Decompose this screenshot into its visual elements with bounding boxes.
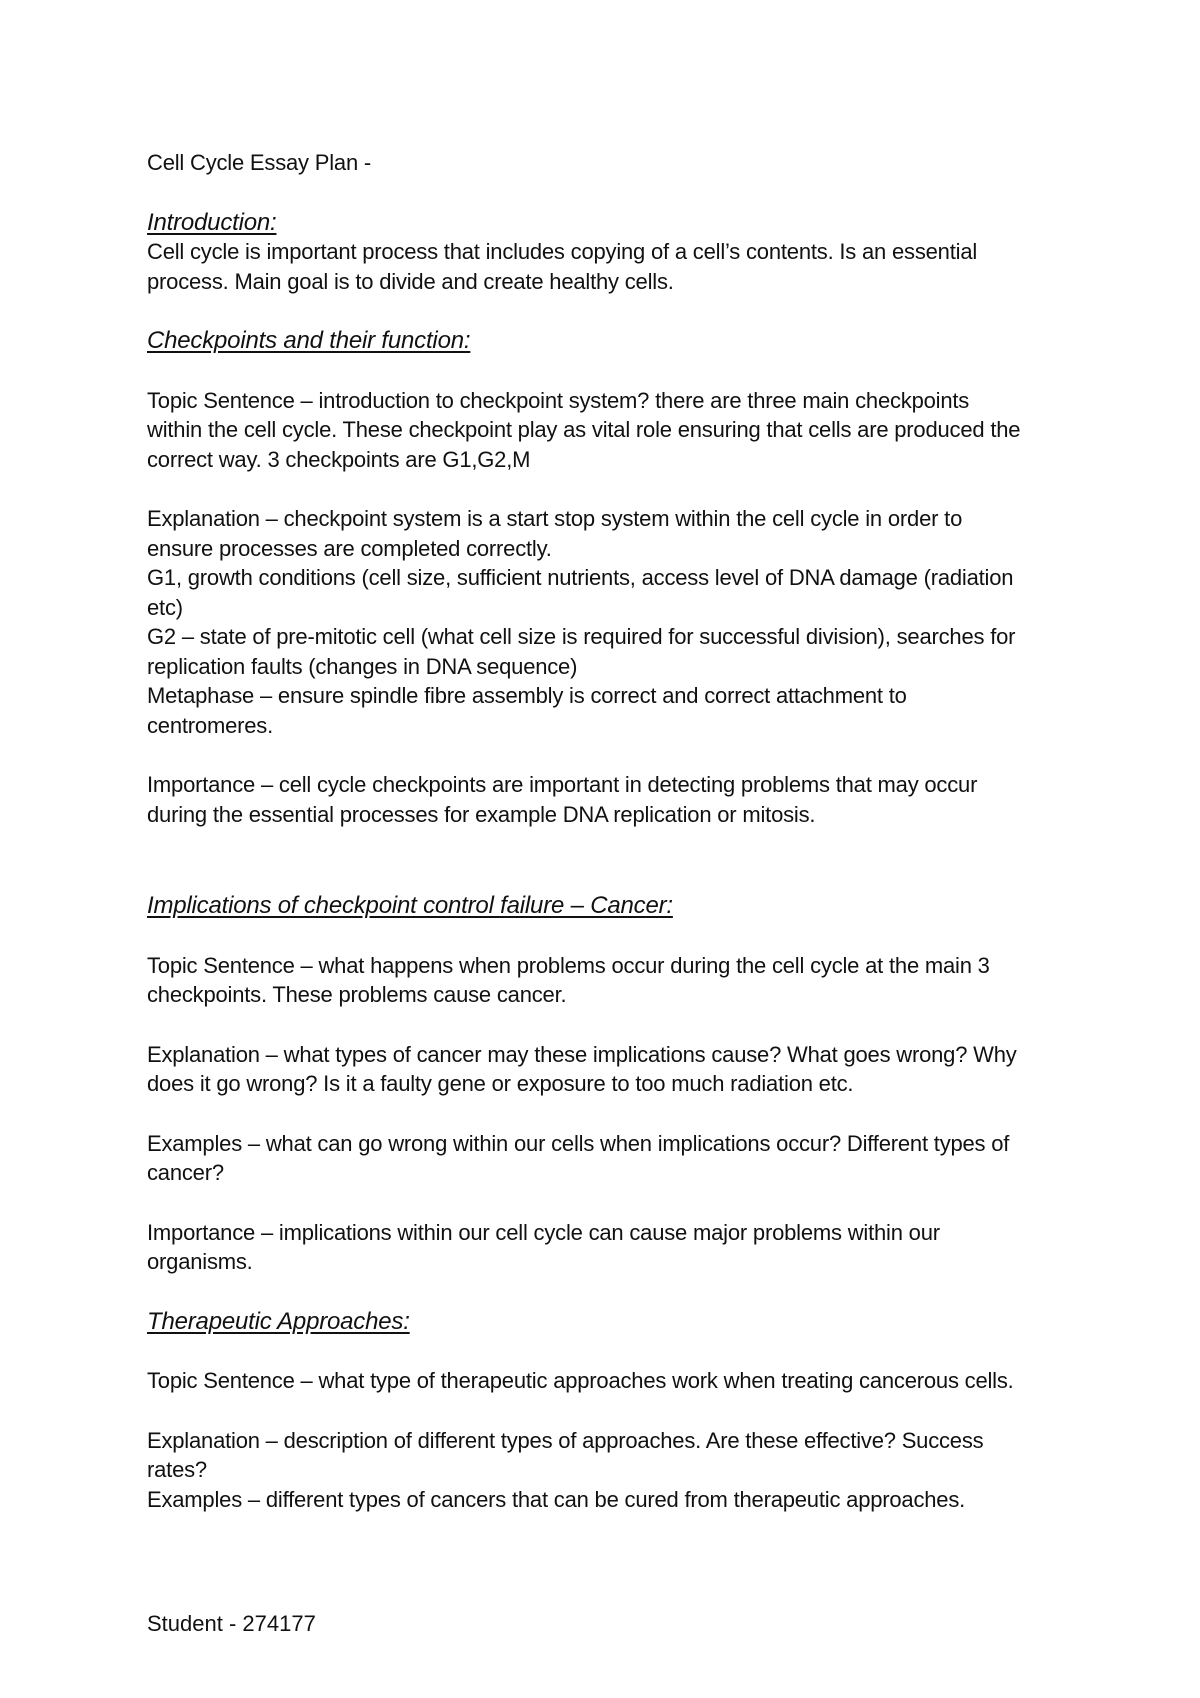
implications-topic-paragraph: [147, 951, 1077, 1010]
document-title: Cell Cycle Essay Plan -: [147, 150, 372, 175]
text-line: rates?: [147, 1457, 207, 1482]
introduction-heading: Introduction:: [147, 208, 277, 236]
checkpoints-explanation-paragraph: [147, 504, 1077, 740]
text-line: during the essential processes for example DNA replication or mitosis.: [147, 801, 816, 827]
checkpoints-importance-paragraph: [147, 770, 1077, 829]
text-line: Importance – cell cycle checkpoints are important in detecting problems that may occur: [147, 772, 978, 797]
text-line: correct way. 3 checkpoints are G1,G2,M: [147, 446, 531, 472]
text-line: Examples – what can go wrong within our cells when implications occur? Different types of: [147, 1130, 1010, 1156]
text-line: checkpoints. These problems cause cancer.: [147, 982, 567, 1007]
therapeutic-explanation-paragraph: [147, 1426, 1077, 1515]
text-line: Explanation – description of different types of approaches. Are these effective? Success: [147, 1427, 984, 1453]
text-line: Importance – implications within our cell cycle can cause major problems within our: [147, 1219, 940, 1245]
text-line: Topic Sentence – what type of therapeutic approaches work when treating cancerous cells.: [147, 1368, 1014, 1393]
text-line: centromeres.: [147, 712, 273, 738]
text-line: replication faults (changes in DNA sequence): [147, 653, 578, 679]
text-line: Examples – different types of cancers that can be cured from therapeutic approaches.: [147, 1486, 966, 1512]
text-line: G2 – state of pre-mitotic cell (what cell size is required for successful division), searches for: [147, 624, 1016, 649]
text-line: within the cell cycle. These checkpoint play as vital role ensuring that cells are produced the: [147, 417, 1021, 442]
text-line: etc): [147, 594, 183, 620]
text-line: Topic Sentence – what happens when problems occur during the cell cycle at the main 3: [147, 952, 990, 978]
text-line: does it go wrong? Is it a faulty gene or exposure to too much radiation etc.: [147, 1071, 854, 1096]
text-line: Cell cycle is important process that includes copying of a cell’s contents. Is an essential: [147, 239, 978, 264]
implications-explanation-paragraph: [147, 1040, 1077, 1099]
text-line: Explanation – checkpoint system is a start stop system within the cell cycle in order to: [147, 506, 963, 531]
implications-importance-paragraph: [147, 1218, 1077, 1277]
text-line: G1, growth conditions (cell size, sufficient nutrients, access level of DNA damage (radiation: [147, 565, 1014, 590]
introduction-paragraph: [147, 237, 1077, 296]
checkpoints-heading: Checkpoints and their function:: [147, 327, 471, 354]
text-line: Explanation – what types of cancer may these implications cause? What goes wrong? Why: [147, 1041, 1017, 1067]
text-line: Metaphase – ensure spindle fibre assembly is correct and correct attachment to: [147, 683, 907, 708]
implications-heading: Implications of checkpoint control failure – Cancer:: [147, 892, 673, 919]
therapeutic-heading: Therapeutic Approaches:: [147, 1307, 410, 1335]
checkpoints-topic-paragraph: [147, 386, 1077, 475]
document-body: [147, 148, 1077, 1514]
text-line: organisms.: [147, 1249, 253, 1274]
text-line: cancer?: [147, 1160, 224, 1185]
student-footer: Student - 274177: [147, 1611, 316, 1636]
therapeutic-topic-paragraph: [147, 1366, 1077, 1396]
text-line: Topic Sentence – introduction to checkpoint system? there are three main checkpoints: [147, 387, 970, 413]
implications-examples-paragraph: [147, 1129, 1077, 1188]
text-line: ensure processes are completed correctly.: [147, 535, 552, 561]
text-line: process. Main goal is to divide and create healthy cells.: [147, 268, 674, 294]
